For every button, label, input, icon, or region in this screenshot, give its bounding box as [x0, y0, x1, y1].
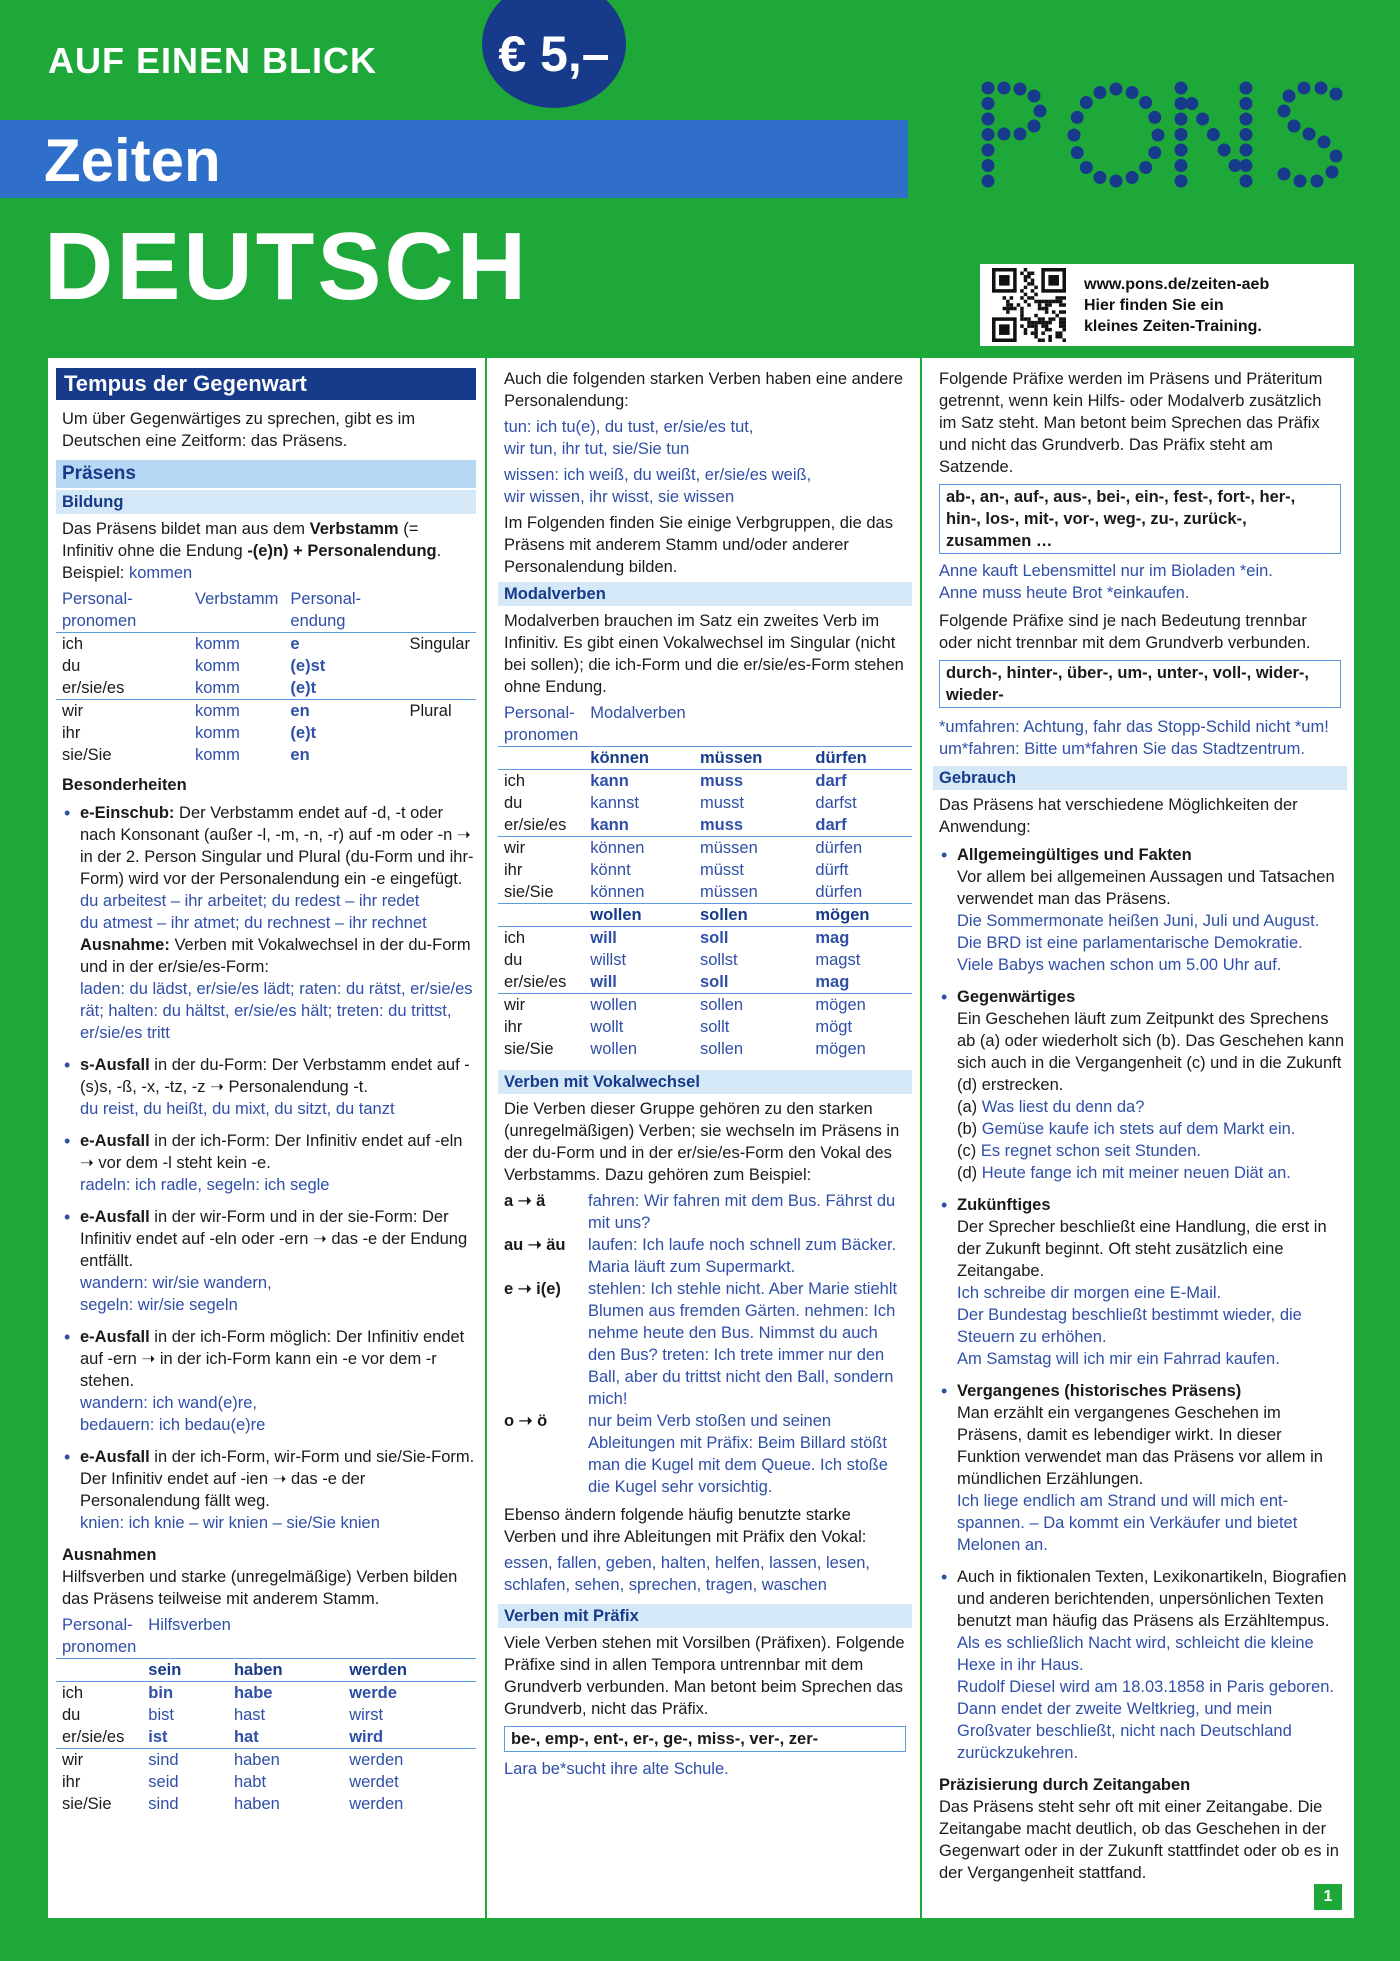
- gebrauch-list: [933, 844, 1347, 1764]
- table-header: [56, 588, 476, 633]
- list-item: • e-Ausfall in der ich-Form, wir-Form und sie/Sie-Form. Der Infinitiv endet auf -ien ➝ das -e der Personalendung fällt weg. knien: ich knie – wir knien – sie/Sie knien: [62, 1446, 476, 1534]
- list-item: • s-Ausfall in der du-Form: Der Verbstamm endet auf -(s)s, -ß, -x, -tz, -z ➝ Personalendung -t. du reist, du heißt, du mixt, du sitzt, du tanzt: [62, 1054, 476, 1120]
- vokal-heading: Verben mit Vokalwechsel: [498, 1070, 912, 1094]
- praefix-text: Viele Verben stehen mit Vorsilben (Präfixen). Folgende Präfixe sind in allen Tempora untrennbar mit dem Grundverb verbunden. Man betont beim Sprechen das Grundverb, nicht das Präfix.: [504, 1634, 905, 1718]
- ebenso-text: Ebenso ändern folgende häufig benutzte starke Verben und ihre Ableitungen mit Präfix den Vokal:: [504, 1506, 867, 1546]
- page-title: Zeiten: [44, 127, 221, 194]
- example-line: (a) Was liest du denn da?: [957, 1098, 1145, 1116]
- list-item: • e-Ausfall in der wir-Form und in der sie-Form: Der Infinitiv endet auf -eln oder -ern ➝ das -e der Endung entfällt. wandern: wir/sie wandern, segeln: wir/sie segeln: [62, 1206, 476, 1316]
- modal-text: Modalverben brauchen im Satz ein zweites Verb im Infinitiv. Es gibt einen Vokalwechsel im Singular (nicht bei sollen); die ich-Form und die er/sie/es-Form stehen ohne Endung.: [504, 612, 904, 696]
- column-header: Verbstamm: [194, 590, 279, 608]
- column-1: [56, 358, 476, 1918]
- list-item: • e-Einschub: Der Verbstamm endet auf -d, -t oder nach Konsonant (außer -l, -m, -n, -r) auf -m oder -n ➝ in der 2. Person Singular und Plural (du-Form und ihr-Form) wird vor der Personalendung ein -e eingefügt. du arbeitest – ihr arbeitet; du redest – ihr redet du atmest – ihr atmet; du rechnest – ihr rechnet Ausnahme: Verben mit Vokalwechsel in der du-Form und in der er/sie/es-Form: laden: du lädst, er/sie/es lädt; raten: du rätst, er/sie/es rät; halten: du hältst, er/sie/es hält; treten: du trittst, er/sie/es tritt: [62, 802, 476, 1044]
- bildung-heading: Bildung: [56, 490, 476, 514]
- list-item: • e-Ausfall in der ich-Form möglich: Der Infinitiv endet auf -ern ➝ in der ich-Form kann ein -e vor dem -r stehen. wandern: ich wand(e)re, bedauern: ich bedau(e)re: [62, 1326, 476, 1436]
- column-divider: [920, 358, 922, 1918]
- table-row: ich bin habe werde: [56, 1682, 476, 1705]
- promo-line-2: kleines Zeiten-Training.: [1084, 317, 1262, 335]
- tun-example: tun: ich tu(e), du tust, er/sie/es tut, wir tun, ihr tut, sie/Sie tun: [504, 418, 754, 458]
- page-number: 1: [1314, 1884, 1342, 1910]
- verb-header-row: sein haben werden: [56, 1659, 476, 1682]
- besonderheiten-heading: Besonderheiten: [62, 776, 187, 794]
- mixed-prefix-box: durch-, hinter-, über-, um-, unter-, voll-, wider-, wieder-: [939, 660, 1341, 708]
- table-row: ich will soll mag: [498, 927, 912, 950]
- column-divider: [485, 358, 487, 1918]
- example-line: Die Sommermonate heißen Juni, Juli und August.: [957, 912, 1320, 930]
- praesens-heading: Präsens: [56, 460, 476, 488]
- example-line: Viele Babys wachen schon um 5.00 Uhr auf.: [957, 956, 1282, 974]
- table-row: du komm (e)st: [62, 657, 326, 675]
- example-line: (c) Es regnet schon seit Stunden.: [957, 1142, 1201, 1160]
- example-line: (b) Gemüse kaufe ich stets auf dem Markt ein.: [957, 1120, 1296, 1138]
- list-item: • Zukünftiges Der Sprecher beschließt eine Handlung, die erst in der Zukunft beginnt. Oft steht zusätzlich eine Zeitangabe. Ich schreibe dir morgen eine E-Mail. Der Bundestag beschließt bestimmt wieder, die Steuern zu erhöhen. Am Samstag will ich mir ein Fahrrad kaufen.: [939, 1194, 1347, 1370]
- tempus-heading: Tempus der Gegenwart: [56, 368, 476, 400]
- list-item: • e-Ausfall in der ich-Form: Der Infinitiv endet auf -eln ➝ vor dem -l steht kein -e. radeln: ich radle, segeln: ich segle: [62, 1130, 476, 1196]
- promo-line-1: Hier finden Sie ein: [1084, 296, 1224, 314]
- column-3: [933, 358, 1347, 1918]
- table-row: wir können müssen dürfen: [498, 837, 912, 860]
- vokal-row: au ➝ äu laufen: Ich laufe noch schnell zum Bäcker. Maria läuft zum Supermarkt.: [504, 1236, 897, 1276]
- table-row: ich kann muss darf: [498, 770, 912, 793]
- content-sheet: [48, 358, 1354, 1918]
- mid-text: Folgende Präfixe sind je nach Bedeutung trennbar oder nicht trennbar mit dem Grundverb verbunden.: [939, 612, 1311, 652]
- conjugation-table: [56, 588, 476, 766]
- verb-header-row: wollen sollen mögen: [498, 904, 912, 927]
- table-header: Personal-pronomen Modalverben: [504, 704, 686, 744]
- series-title: AUF EINEN BLICK: [48, 40, 377, 81]
- table-row: sie/Sie wollen sollen mögen: [504, 1040, 866, 1058]
- table-row: ihr könnt müsst dürft: [504, 861, 849, 879]
- table-row: du kannst musst darfst: [504, 794, 857, 812]
- table-row: sie/Sie komm en: [62, 746, 310, 764]
- list-item: • Vergangenes (historisches Präsens) Man erzählt ein vergangenes Geschehen im Präsens, damit es lebendiger wirkt. In dieser Funktion verwendet man das Präsens vor allem in mündlichen Erzählungen. Ich liege endlich am Strand und will mich entspannen. – Da kommt ein Verkäufer und bietet Melonen an.: [939, 1380, 1347, 1556]
- praefix-box: be-, emp-, ent-, er-, ge-, miss-, ver-, zer-: [504, 1726, 906, 1752]
- table-row: ich komm e Singular: [56, 633, 476, 656]
- gebrauch-heading: Gebrauch: [933, 766, 1347, 790]
- table-row: er/sie/es kann muss darf: [504, 816, 847, 834]
- qr-box: [980, 264, 1354, 346]
- subject-title: DEUTSCH: [44, 213, 530, 320]
- wissen-example: wissen: ich weiß, du weißt, er/sie/es weiß, wir wissen, ihr wisst, sie wissen: [504, 466, 812, 506]
- table-row: sie/Sie sind haben werden: [62, 1795, 404, 1813]
- vokal-text: Die Verben dieser Gruppe gehören zu den starken (unregelmäßigen) Verben; sie wechseln im Präsens in der du-Form und in der er/sie/es-Form den Vokal des Verbstamms. Dazu gehören zum Beispiel:: [504, 1100, 900, 1184]
- besonderheiten-list: [56, 802, 476, 1534]
- vokal-row: e ➝ i(e) stehlen: Ich stehle nicht. Aber Marie stiehlt Blumen aus fremden Gärten. nehmen: Ich nehme heute den Bus. Nimmst du auch den Bus? treten: Ich trete immer nur den Ball, aber du trittst nicht den Ball, sondern mich!: [504, 1280, 898, 1408]
- column-header: Personal-endung: [290, 590, 362, 630]
- praefix-heading: Verben mit Präfix: [498, 1604, 912, 1628]
- vokal-row: o ➝ ö nur beim Verb stoßen und seinen Ableitungen mit Präfix: Beim Billard stößt man die Kugel mit dem Queue. Ich stoße die Kugel sehr vorsichtig.: [504, 1412, 888, 1496]
- example-line: Der Bundestag beschließt bestimmt wieder, die Steuern zu erhöhen.: [957, 1306, 1302, 1346]
- modal-heading: Modalverben: [498, 582, 912, 606]
- example-line: (d) Heute fange ich mit meiner neuen Diät an.: [957, 1164, 1291, 1182]
- gebrauch-text: Das Präsens hat verschiedene Möglichkeiten der Anwendung:: [939, 796, 1298, 836]
- modal-table: [498, 702, 912, 1060]
- praefix-example: Lara be*sucht ihre alte Schule.: [504, 1760, 729, 1778]
- qr-code-icon: [992, 268, 1066, 342]
- table-row: er/sie/es will soll mag: [504, 973, 850, 991]
- ausnahmen-text: Hilfsverben und starke (unregelmäßige) Verben bilden das Präsens teilweise mit anderem Stamm.: [62, 1568, 458, 1608]
- ebenso-list: essen, fallen, geben, halten, helfen, lassen, lesen, schlafen, sehen, sprechen, tragen, waschen: [504, 1554, 871, 1594]
- verb-header-row: können müssen dürfen: [498, 747, 912, 770]
- trennbar-examples: Anne kauft Lebensmittel nur im Bioladen *ein. Anne muss heute Brot *einkaufen.: [939, 562, 1273, 602]
- praezisierung-text: Das Präsens steht sehr oft mit einer Zeitangabe. Die Zeitangabe macht deutlich, ob das Geschehen in der Gegenwart oder in der Zukunft stattfindet oder ob es in der Vergangenheit stattfand.: [939, 1798, 1339, 1882]
- mixed-examples: *umfahren: Achtung, fahr das Stopp-Schild nicht *um! um*fahren: Bitte um*fahren Sie das Stadtzentrum.: [939, 718, 1329, 758]
- table-row: wir wollen sollen mögen: [498, 994, 912, 1017]
- praezisierung-heading: Präzisierung durch Zeitangaben: [939, 1776, 1191, 1794]
- list-item: • Gegenwärtiges Ein Geschehen läuft zum Zeitpunkt des Sprechens ab (a) oder wiederholt sich (b). Das Geschehen kann sich auch in die Vergangenheit (c) und in die Zukunft (d) erstrecken. (a) Was liest du denn da? (b) Gemüse kaufe ich stets auf dem Markt ein. (c) Es regnet schon seit Stunden. (d) Heute fange ich mit meiner neuen Diät an.: [939, 986, 1347, 1184]
- column-2: [498, 358, 912, 1918]
- intro-text: Folgende Präfixe werden im Präsens und Präteritum getrennt, wenn kein Hilfs- oder Modalverb zusätzlich im Satz steht. Man betont beim Sprechen das Präfix und nicht das Grundverb. Das Präfix steht am Satzende.: [939, 370, 1323, 476]
- table-row: ihr komm (e)t: [62, 724, 317, 742]
- price-badge: € 5,–: [482, 0, 626, 108]
- column-header: Personal-pronomen: [62, 590, 137, 630]
- table-row: ihr seid habt werdet: [62, 1773, 399, 1791]
- list-item: • Allgemeingültiges und Fakten Vor allem bei allgemeinen Aussagen und Tatsachen verwendet man das Präsens. Die Sommermonate heißen Juni, Juli und August. Die BRD ist eine parlamentarische Demokratie. Viele Babys wachen schon um 5.00 Uhr auf.: [939, 844, 1347, 976]
- ausnahmen-heading: Ausnahmen: [62, 1546, 157, 1564]
- table-row: du bist hast wirst: [62, 1706, 384, 1724]
- example-line: Die BRD ist eine parlamentarische Demokratie.: [957, 934, 1303, 952]
- pons-logo: [976, 80, 1360, 190]
- table-row: wir komm en Plural: [56, 700, 476, 723]
- promo-url[interactable]: www.pons.de/zeiten-aeb: [1084, 275, 1270, 293]
- table-row: er/sie/es ist hat wird: [62, 1728, 384, 1746]
- gruppen-text: Im Folgenden finden Sie einige Verbgruppen, die das Präsens mit anderem Stamm und/oder anderer Personalendung bilden.: [504, 514, 893, 576]
- intro-text: Um über Gegenwärtiges zu sprechen, gibt es im Deutschen eine Zeitform: das Präsens.: [62, 410, 416, 450]
- table-row: ihr wollt sollt mögt: [504, 1018, 853, 1036]
- table-row: wir sind haben werden: [56, 1749, 476, 1772]
- bildung-text: Das Präsens bildet man aus dem Verbstamm (= Infinitiv ohne die Endung -(e)n) + Personalendung. Beispiel: kommen: [62, 520, 442, 582]
- list-item: • Auch in fiktionalen Texten, Lexikonartikeln, Biografien und anderen berichtenden, unpersönlichen Texten benutzt man häufig das Präsens als Erzähltempus. Als es schließlich Nacht wird, schleicht die kleine Hexe in ihr Haus. Rudolf Diesel wird am 18.03.1858 in Paris geboren. Dann endet der zweite Weltkrieg, und mein Großvater beschließt, nicht nach Deutschland zurückzukehren.: [939, 1566, 1347, 1764]
- hilfsverben-table: [56, 1614, 476, 1815]
- vokal-row: a ➝ ä fahren: Wir fahren mit dem Bus. Fährst du mit uns?: [504, 1192, 896, 1232]
- example-line: Am Samstag will ich mir ein Fahrrad kaufen.: [957, 1350, 1280, 1368]
- table-row: du willst sollst magst: [504, 951, 861, 969]
- table-header: Personal-pronomen Hilfsverben: [62, 1616, 231, 1656]
- intro-text: Auch die folgenden starken Verben haben eine andere Personalendung:: [504, 370, 904, 410]
- example-line: Ich schreibe dir morgen eine E-Mail.: [957, 1284, 1222, 1302]
- table-row: sie/Sie können müssen dürfen: [504, 883, 863, 901]
- trennbar-box: ab-, an-, auf-, aus-, bei-, ein-, fest-, fort-, her-, hin-, los-, mit-, vor-, weg-, zu-, zurück-, zusammen …: [939, 484, 1341, 554]
- table-row: er/sie/es komm (e)t: [62, 679, 317, 697]
